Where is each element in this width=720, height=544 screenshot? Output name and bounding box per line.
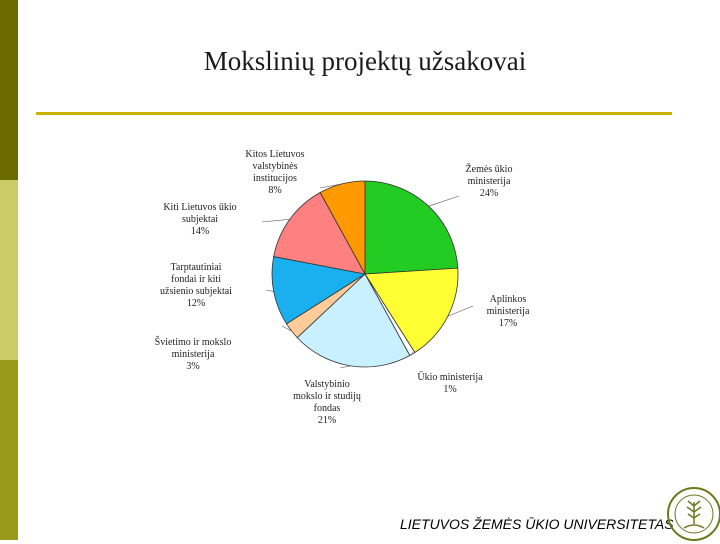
slice-label-1: Aplinkos ministerija 17% — [487, 294, 530, 329]
slice-label-4: Švietimo ir mokslo ministerija 3% — [155, 336, 232, 372]
leader-line-6 — [262, 219, 290, 222]
slice-label-2: Ūkio ministerija 1% — [417, 371, 483, 395]
slice-label-6: Kiti Lietuvos ūkio subjektai 14% — [163, 202, 236, 237]
slice-label-0: Žemės ūkio ministerija 24% — [466, 163, 513, 199]
slice-label-5: Tarptautiniai fondai ir kiti užsienio subjektai 12% — [160, 262, 232, 309]
footer-university-name: LIETUVOS ŽEMĖS ŪKIO UNIVERSITETAS — [400, 516, 674, 532]
slice-label-7: Kitos Lietuvos valstybinės institucijos 8% — [245, 149, 304, 196]
leader-line-0 — [429, 196, 459, 206]
university-seal-icon — [664, 484, 720, 544]
leader-line-3 — [340, 366, 350, 368]
leader-line-5 — [266, 290, 274, 291]
slice-label-3: Valstybinio mokslo ir studijų fondas 21% — [293, 379, 361, 426]
pie-slice-0 — [365, 181, 458, 274]
slide-title: Mokslinių projektų užsakovai — [0, 46, 720, 77]
